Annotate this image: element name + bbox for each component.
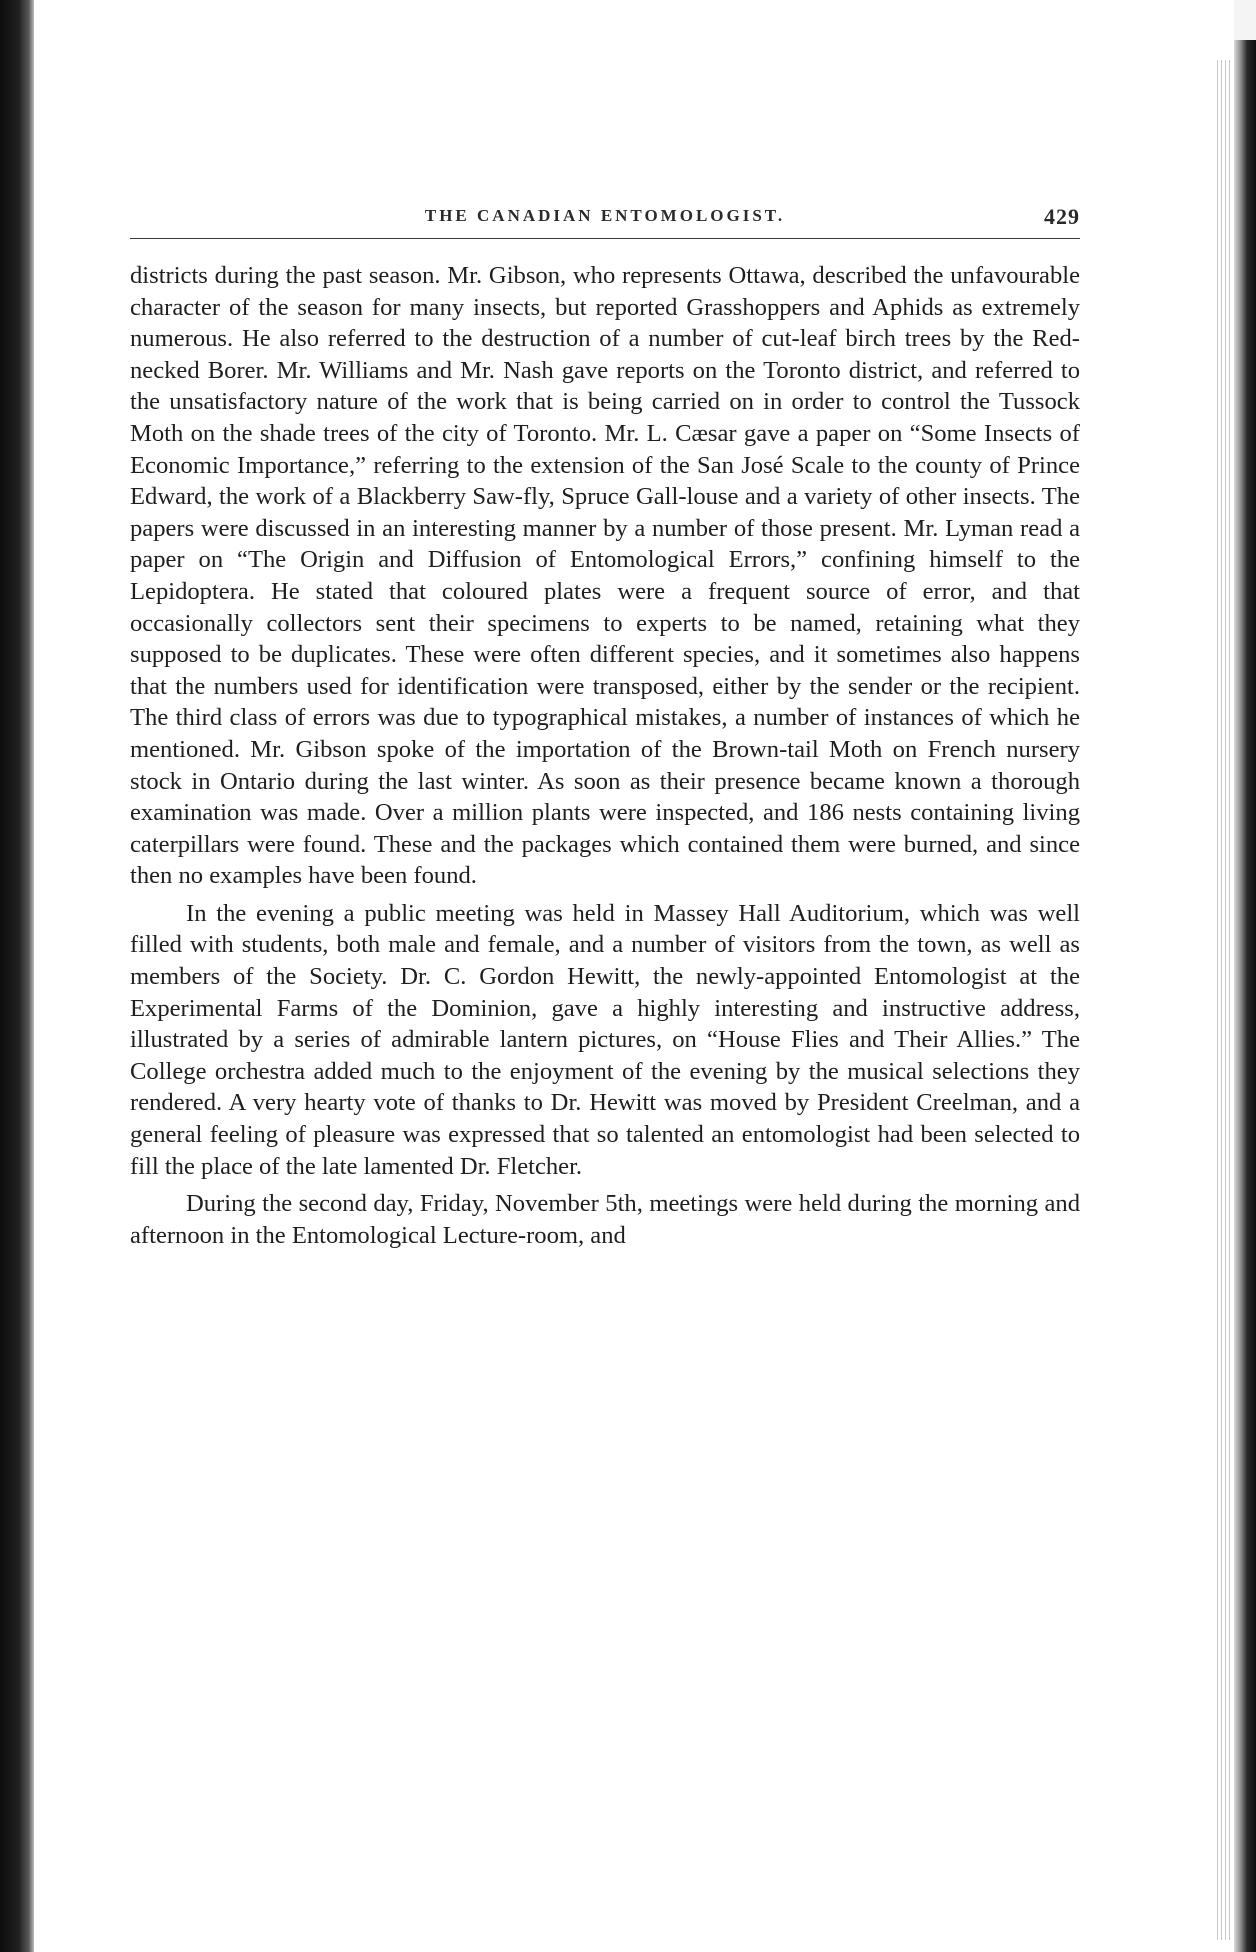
page-number: 429 <box>1044 204 1080 229</box>
journal-page <box>130 200 1080 1257</box>
running-head <box>130 200 1080 240</box>
paragraph-continued: districts during the past season. Mr. Gibson, who represents Ottawa, described the unfavourable character of the season for many insects, but reported Grasshoppers and Aphids as extremely numerous. He also referred to the destruction of a number of cut-leaf birch trees by the Red-necked Borer. Mr. Williams and Mr. Nash gave reports on the Toronto district, and referred to the unsatisfactory nature of the work that is being carried on in order to control the Tussock Moth on the shade trees of the city of Toronto. Mr. L. Cæsar gave a paper on “Some Insects of Economic Importance,” referring to the extension of the San José Scale to the county of Prince Edward, the work of a Blackberry Saw-fly, Spruce Gall-louse and a variety of other insects. The papers were discussed in an interesting manner by a number of those present. Mr. Lyman read a paper on “The Origin and Diffusion of Entomological Errors,” confining himself to the Lepidoptera. He stated that coloured plates were a frequent source of error, and that occasionally collectors sent their specimens to experts to be named, retaining what they supposed to be duplicates. These were often different species, and it sometimes also happens that the numbers used for identification were transposed, either by the sender or the recipient. The third class of errors was due to typographical mistakes, a number of instances of which he mentioned. Mr. Gibson spoke of the importation of the Brown-tail Moth on French nursery stock in Ontario during the last winter. As soon as their presence became known a thorough examination was made. Over a million plants were inspected, and 186 nests containing living caterpillars were found. These and the packages which contained them were burned, and since then no examples have been found. <box>130 262 1080 890</box>
scan-edge-right <box>1234 40 1256 1952</box>
body-text <box>130 260 1080 1251</box>
page-stack-edge <box>1214 60 1232 1940</box>
paragraph-second-day: During the second day, Friday, November 5th, meetings were held during the morning and afternoon in the Entomological Lecture-room, and <box>130 1190 1080 1249</box>
journal-title: THE CANADIAN ENTOMOLOGIST. <box>424 206 786 225</box>
scan-edge-left <box>0 0 34 1952</box>
header-rule <box>130 238 1080 239</box>
paragraph-evening-meeting: In the evening a public meeting was held in Massey Hall Auditorium, which was well filled with students, both male and female, and a number of visitors from the town, as well as members of the Society. Dr. C. Gordon Hewitt, the newly-appointed Entomologist at the Experimental Farms of the Dominion, gave a highly interesting and instructive address, illustrated by a series of admirable lantern pictures, on “House Flies and Their Allies.” The College orchestra added much to the enjoyment of the evening by the musical selections they rendered. A very hearty vote of thanks to Dr. Hewitt was moved by President Creelman, and a general feeling of pleasure was expressed that so talented an entomologist had been selected to fill the place of the late lamented Dr. Fletcher. <box>130 899 1080 1180</box>
scan-edge-right-top <box>1234 0 1256 40</box>
